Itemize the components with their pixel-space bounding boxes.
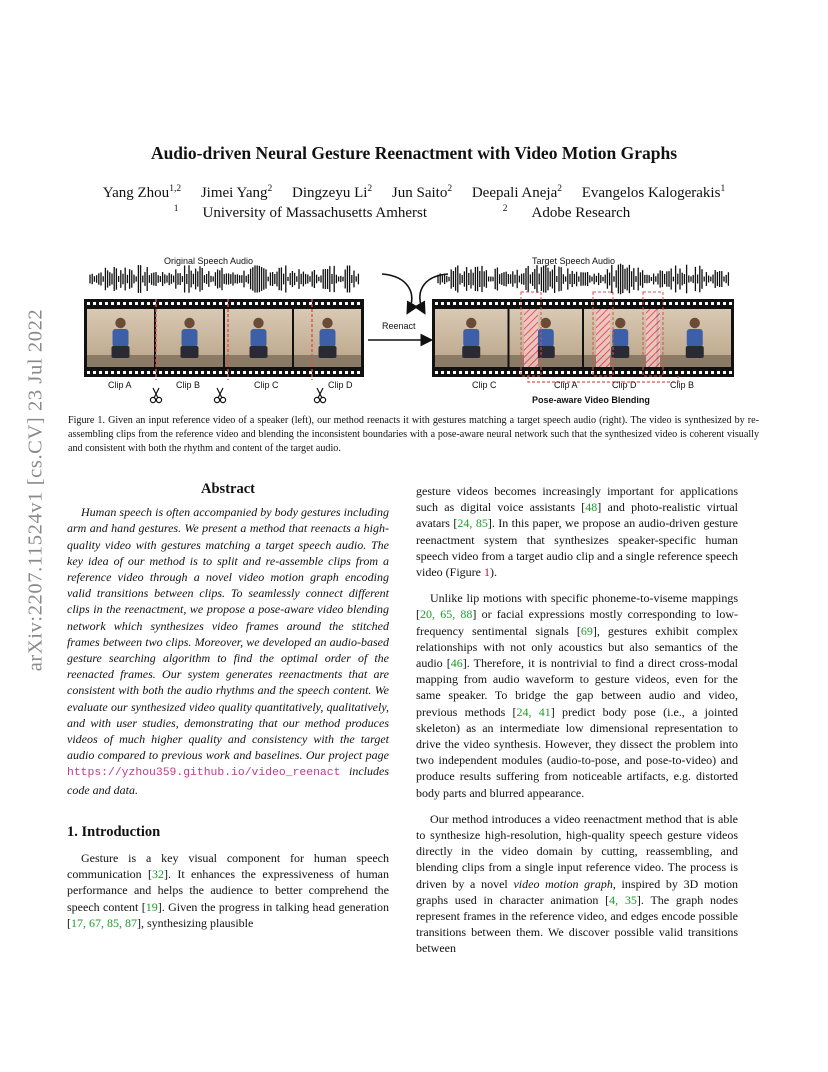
sprocket-hole	[447, 302, 450, 305]
speaker-head	[115, 318, 125, 328]
sprocket-hole	[543, 371, 546, 374]
sprocket-hole	[693, 302, 696, 305]
sprocket-hole	[333, 302, 336, 305]
sprocket-hole	[711, 371, 714, 374]
scissors-handle	[150, 397, 155, 402]
sprocket-hole	[351, 302, 354, 305]
sprocket-hole	[441, 371, 444, 374]
sprocket-hole	[561, 302, 564, 305]
sprocket-hole	[627, 302, 630, 305]
right-clip-label: Clip C	[472, 380, 497, 390]
citation-link[interactable]: 24, 41	[516, 704, 551, 719]
teaser-figure	[68, 254, 758, 412]
sprocket-hole	[669, 371, 672, 374]
sprocket-hole	[267, 302, 270, 305]
sprocket-hole	[141, 302, 144, 305]
project-page-link[interactable]: https://yzhou359.github.io/video_reenact	[67, 767, 341, 780]
sprocket-hole	[147, 371, 150, 374]
author: Jimei Yang$^2$	[200, 184, 273, 201]
sprocket-hole	[549, 371, 552, 374]
sprocket-hole	[255, 302, 258, 305]
speaker-head	[253, 318, 263, 328]
sprocket-hole	[339, 302, 342, 305]
sprocket-hole	[453, 302, 456, 305]
sprocket-hole	[99, 371, 102, 374]
sprocket-hole	[471, 371, 474, 374]
speaker-head	[466, 318, 476, 328]
sprocket-hole	[267, 371, 270, 374]
speaker-shirt	[687, 329, 703, 347]
sprocket-hole	[669, 302, 672, 305]
left-clip-label: Clip D	[328, 380, 353, 390]
arxiv-identifier-stamp: arXiv:2207.11524v1 [cs.CV] 23 Jul 2022	[24, 308, 47, 672]
sprocket-hole	[585, 371, 588, 374]
citation-link[interactable]: 24, 85	[457, 516, 488, 531]
author: Jun Saito$^2$	[391, 184, 453, 201]
sprocket-hole	[111, 302, 114, 305]
left-clip-label: Clip B	[176, 380, 201, 390]
speaker-legs	[112, 346, 130, 358]
sprocket-hole	[495, 371, 498, 374]
speaker-legs	[319, 346, 337, 358]
sprocket-hole	[531, 371, 534, 374]
sprocket-hole	[501, 302, 504, 305]
sprocket-hole	[675, 302, 678, 305]
scissors-blade	[218, 388, 223, 398]
sprocket-hole	[195, 371, 198, 374]
sprocket-hole	[567, 302, 570, 305]
sprocket-hole	[279, 302, 282, 305]
sprocket-hole	[435, 371, 438, 374]
sprocket-hole	[579, 371, 582, 374]
sprocket-hole	[555, 371, 558, 374]
sprocket-hole	[165, 302, 168, 305]
sprocket-hole	[123, 371, 126, 374]
sprocket-hole	[171, 302, 174, 305]
scissors-handle	[320, 397, 325, 402]
sprocket-hole	[339, 371, 342, 374]
intro-paragraph: Our method introduces a video reenactment method that is able to synthesize high-resolution, high-quality speech gesture videos directly in the video domain by cutting, reassembling, and blending clips from a single input reference video. The process is driven by a novel video motion graph, inspired by 3D motion graphs used in character animation [4, 35]. The graph nodes represent frames in the reference video, and edges encode possible transitions between them. We discover possible valid transitions between	[416, 811, 738, 956]
sprocket-hole	[567, 371, 570, 374]
sprocket-hole	[609, 302, 612, 305]
speaker-shirt	[612, 329, 628, 347]
affiliation: $^1$ University of Massachusetts Amherst	[173, 204, 428, 221]
sprocket-hole	[711, 302, 714, 305]
sprocket-hole	[525, 371, 528, 374]
sprocket-hole	[435, 302, 438, 305]
sprocket-hole	[87, 302, 90, 305]
citation-link[interactable]: 32	[152, 867, 164, 882]
speaker-legs	[181, 346, 199, 358]
sprocket-hole	[723, 371, 726, 374]
sprocket-hole	[291, 371, 294, 374]
speaker-head	[690, 318, 700, 328]
sprocket-hole	[207, 302, 210, 305]
target-audio-waveform	[438, 264, 728, 295]
sprocket-hole	[297, 371, 300, 374]
author-list	[0, 185, 828, 202]
right-clip-label: Clip D	[612, 380, 637, 390]
left-clip-label: Clip A	[108, 380, 132, 390]
sprocket-hole	[333, 371, 336, 374]
sprocket-hole	[675, 371, 678, 374]
citation-link[interactable]: 48	[585, 500, 598, 515]
sprocket-hole	[579, 302, 582, 305]
sprocket-hole	[303, 371, 306, 374]
sprocket-hole	[159, 302, 162, 305]
sprocket-hole	[201, 302, 204, 305]
sprocket-hole	[459, 371, 462, 374]
sprocket-hole	[453, 371, 456, 374]
reenacted-video-filmstrip	[432, 292, 734, 377]
sprocket-hole	[183, 371, 186, 374]
speaker-shirt	[463, 329, 479, 347]
sprocket-hole	[279, 371, 282, 374]
sprocket-hole	[651, 302, 654, 305]
sprocket-hole	[243, 371, 246, 374]
sprocket-hole	[507, 371, 510, 374]
sprocket-hole	[87, 371, 90, 374]
sprocket-hole	[249, 302, 252, 305]
right-clip-label: Clip B	[670, 380, 695, 390]
sprocket-hole	[219, 302, 222, 305]
sprocket-hole	[459, 302, 462, 305]
intro-paragraph: Gesture is a key visual component for human speech communication [32]. It enhances the expressiveness of human performance and helps the audience to better comprehend the speech content [19]. Given the progress in talking head generation [17, 67, 85, 87], synthesizing plausible	[67, 851, 389, 930]
sprocket-hole	[501, 371, 504, 374]
sprocket-hole	[477, 371, 480, 374]
author: Yang Zhou$^{1,2}$	[102, 184, 182, 201]
sprocket-hole	[327, 302, 330, 305]
sprocket-hole	[147, 302, 150, 305]
sprocket-hole	[531, 302, 534, 305]
blend-region	[596, 309, 610, 367]
speaker-legs	[250, 346, 268, 358]
sprocket-hole	[207, 371, 210, 374]
sprocket-hole	[135, 302, 138, 305]
sprocket-hole	[561, 371, 564, 374]
sprocket-hole	[657, 302, 660, 305]
sprocket-hole	[477, 302, 480, 305]
sprocket-hole	[489, 302, 492, 305]
affiliation: $^2$ Adobe Research	[502, 204, 631, 221]
sprocket-hole	[345, 371, 348, 374]
sprocket-hole	[597, 302, 600, 305]
sprocket-hole	[597, 371, 600, 374]
sprocket-hole	[645, 302, 648, 305]
sprocket-hole	[357, 371, 360, 374]
sprocket-hole	[213, 302, 216, 305]
sprocket-hole	[549, 302, 552, 305]
sprocket-hole	[639, 302, 642, 305]
sprocket-hole	[633, 302, 636, 305]
cut-markers	[150, 388, 325, 403]
speaker-head	[615, 318, 625, 328]
sprocket-hole	[525, 302, 528, 305]
sprocket-hole	[513, 302, 516, 305]
intro-paragraph: gesture videos becomes increasingly important for applications such as digital voice assistants [48] and photo-realistic virtual avatars [24, 85]. In this paper, we propose an audio-driven gesture reenactment system that synthesizes speaker-specific human speech video from a target audio clip and a single reference speech video (Figure 1).	[416, 484, 739, 580]
sprocket-hole	[603, 302, 606, 305]
sprocket-hole	[729, 302, 732, 305]
sprocket-hole	[465, 371, 468, 374]
scissors-handle	[220, 397, 225, 402]
sprocket-hole	[555, 302, 558, 305]
sprocket-hole	[729, 371, 732, 374]
blending-label: Pose-aware Video Blending	[532, 395, 650, 405]
section-heading-introduction: 1. Introduction	[67, 823, 161, 840]
original-audio-waveform	[90, 265, 358, 293]
sprocket-hole	[537, 302, 540, 305]
sprocket-hole	[633, 371, 636, 374]
sprocket-hole	[627, 371, 630, 374]
blend-region	[524, 309, 538, 367]
sprocket-hole	[693, 371, 696, 374]
sprocket-hole	[489, 371, 492, 374]
sprocket-hole	[687, 371, 690, 374]
sprocket-hole	[645, 371, 648, 374]
sprocket-hole	[657, 371, 660, 374]
citation-link[interactable]: 19	[145, 899, 158, 914]
sprocket-hole	[171, 371, 174, 374]
sprocket-hole	[177, 302, 180, 305]
sprocket-hole	[471, 302, 474, 305]
right-clip-label: Clip A	[554, 380, 578, 390]
sprocket-hole	[615, 302, 618, 305]
speaker-legs	[537, 346, 555, 358]
speaker-head	[184, 318, 194, 328]
sprocket-hole	[273, 371, 276, 374]
sprocket-hole	[723, 302, 726, 305]
reference-video-filmstrip	[84, 299, 364, 380]
speaker-shirt	[182, 329, 198, 347]
target-audio-label: Target Speech Audio	[532, 256, 616, 266]
sprocket-hole	[327, 371, 330, 374]
sprocket-hole	[465, 302, 468, 305]
sprocket-hole	[231, 371, 234, 374]
citation-link[interactable]: 4, 35	[609, 892, 637, 907]
sprocket-hole	[573, 302, 576, 305]
scissors-blade	[317, 388, 322, 398]
sprocket-hole	[261, 302, 264, 305]
scissors-icon	[214, 388, 225, 403]
sprocket-hole	[513, 371, 516, 374]
sprocket-hole	[705, 371, 708, 374]
sprocket-hole	[495, 302, 498, 305]
sprocket-hole	[201, 371, 204, 374]
sprocket-hole	[93, 302, 96, 305]
sprocket-hole	[93, 371, 96, 374]
original-audio-label: Original Speech Audio	[164, 256, 254, 266]
sprocket-hole	[483, 371, 486, 374]
sprocket-hole	[351, 371, 354, 374]
sprocket-hole	[183, 302, 186, 305]
sprocket-hole	[321, 302, 324, 305]
sprocket-hole	[117, 371, 120, 374]
sprocket-hole	[285, 371, 288, 374]
speaker-shirt	[538, 329, 554, 347]
sprocket-hole	[237, 371, 240, 374]
author: Deepali Aneja$^2$	[471, 184, 562, 201]
sprocket-hole	[237, 302, 240, 305]
sprocket-hole	[705, 302, 708, 305]
sprocket-hole	[189, 371, 192, 374]
sprocket-hole	[447, 371, 450, 374]
sprocket-hole	[273, 302, 276, 305]
speaker-head	[322, 318, 332, 328]
sprocket-hole	[243, 302, 246, 305]
sprocket-hole	[285, 302, 288, 305]
citation-link[interactable]: 17, 67, 85, 87	[71, 915, 137, 930]
sprocket-hole	[717, 302, 720, 305]
sprocket-hole	[651, 371, 654, 374]
sprocket-hole	[537, 371, 540, 374]
author: Evangelos Kalogerakis$^1$	[581, 184, 726, 201]
sprocket-hole	[111, 371, 114, 374]
speaker-legs	[462, 346, 480, 358]
sprocket-hole	[615, 371, 618, 374]
speaker-legs	[611, 346, 629, 358]
scissors-icon	[314, 388, 325, 403]
scissors-blade	[154, 388, 159, 398]
speaker-shirt	[320, 329, 336, 347]
sprocket-hole	[105, 302, 108, 305]
scissors-handle	[314, 397, 319, 402]
sprocket-hole	[213, 371, 216, 374]
sprocket-hole	[621, 371, 624, 374]
author: Dingzeyu Li$^2$	[292, 184, 373, 201]
sprocket-hole	[249, 371, 252, 374]
sprocket-hole	[303, 302, 306, 305]
speaker-legs	[686, 346, 704, 358]
sprocket-hole	[621, 302, 624, 305]
sprocket-hole	[255, 371, 258, 374]
sprocket-hole	[681, 302, 684, 305]
abstract-heading: Abstract	[201, 481, 255, 497]
sprocket-hole	[483, 302, 486, 305]
sprocket-hole	[699, 302, 702, 305]
sprocket-hole	[687, 302, 690, 305]
sprocket-hole	[345, 302, 348, 305]
sprocket-hole	[177, 371, 180, 374]
sprocket-hole	[585, 302, 588, 305]
sprocket-hole	[195, 302, 198, 305]
sprocket-hole	[159, 371, 162, 374]
sprocket-hole	[129, 371, 132, 374]
sprocket-hole	[609, 371, 612, 374]
speaker-shirt	[251, 329, 267, 347]
sprocket-hole	[135, 371, 138, 374]
speaker-head	[541, 318, 551, 328]
sprocket-hole	[717, 371, 720, 374]
paper-title: Audio-driven Neural Gesture Reenactment with Video Motion Graphs	[150, 143, 678, 163]
sprocket-hole	[165, 371, 168, 374]
citation-link[interactable]: 20, 65, 88	[420, 607, 473, 622]
sprocket-hole	[543, 302, 546, 305]
sprocket-hole	[117, 302, 120, 305]
sprocket-hole	[699, 371, 702, 374]
sprocket-hole	[231, 302, 234, 305]
speaker-shirt	[113, 329, 129, 347]
scissors-handle	[156, 397, 161, 402]
blend-region	[646, 309, 660, 367]
citation-link[interactable]: 69	[580, 623, 593, 638]
affiliation-list	[0, 205, 828, 222]
teaser-figure-graphic	[68, 254, 758, 412]
scissors-handle	[214, 397, 219, 402]
left-clip-label: Clip C	[254, 380, 279, 390]
scissors-icon	[150, 388, 161, 403]
sprocket-hole	[315, 371, 318, 374]
intro-paragraph: Unlike lip motions with specific phoneme-to-viseme mappings [20, 65, 88] or facial expressions mostly corresponding to low-frequency sentimental signals [69], gestures exhibit complex relationships with not only acoustics but also semantics of the audio [46]. Therefore, it is nontrivial to find a direct cross-modal mapping from audio waveform to gesture videos, even for the same speaker. To bridge the gap between audio and video, previous methods [24, 41] predict body pose (i.e., a jointed skeleton) as an intermediate low dimensional representation to drive the video synthesis. However, they dissect the problem into two independent modules (audio-to-pose, and pose-to-video) and produce results suffering from noticeable artifacts, e.g. distorted body parts and blurred appearance.	[416, 591, 739, 800]
figure-caption: Figure 1. Given an input reference video of a speaker (left), our method reenacts it with gestures matching a target speech audio (right). The video is synthesized by re-assembling clips from the reference video and blending the inconsistent boundaries with a pose-aware neural network such that the synthesized video is coherent visually and consistent with both the rhythm and content of the target audio.	[68, 415, 759, 454]
sprocket-hole	[603, 371, 606, 374]
sprocket-hole	[321, 371, 324, 374]
sprocket-hole	[189, 302, 192, 305]
sprocket-hole	[141, 371, 144, 374]
sprocket-hole	[123, 302, 126, 305]
sprocket-hole	[441, 302, 444, 305]
sprocket-hole	[261, 371, 264, 374]
sprocket-hole	[639, 371, 642, 374]
sprocket-hole	[105, 371, 108, 374]
citation-link[interactable]: 46	[450, 656, 463, 671]
reenact-label: Reenact	[382, 321, 416, 331]
scissors-blade	[318, 388, 323, 398]
abstract-body: Human speech is often accompanied by body gestures including arm and hand gestures. We present a method that reenacts a high-quality video with gestures matching a target speech audio. The key idea of our method is to split and re-assemble clips from a reference video through a novel video motion graph encoding valid transitions between clips. To seamlessly connect different clips in the reenactment, we propose a pose-aware video blending network which synthesizes video frames around the stitched frames between two clips. Moreover, we developed an audio-based gesture searching algorithm to find the optimal order of the reenacted frames. Our system generates reenactments that are consistent with both the audio rhythms and the speech content. We evaluate our synthesized video quality quantitatively, qualitatively, and with user studies, demonstrating that our method produces videos of much higher quality and consistency with the target audio compared to previous work and baselines. Our project page https://yzhou359.github.io/video_reenact includes code and data.	[67, 505, 389, 797]
sprocket-hole	[315, 302, 318, 305]
right-column	[416, 483, 738, 957]
sprocket-hole	[357, 302, 360, 305]
sprocket-hole	[99, 302, 102, 305]
scissors-blade	[153, 388, 158, 398]
sprocket-hole	[573, 371, 576, 374]
figure-reference-link[interactable]: 1	[484, 565, 490, 580]
scissors-blade	[217, 388, 222, 398]
sprocket-hole	[291, 302, 294, 305]
sprocket-hole	[297, 302, 300, 305]
sprocket-hole	[219, 371, 222, 374]
sprocket-hole	[507, 302, 510, 305]
left-column	[67, 481, 389, 931]
sprocket-hole	[129, 302, 132, 305]
sprocket-hole	[681, 371, 684, 374]
